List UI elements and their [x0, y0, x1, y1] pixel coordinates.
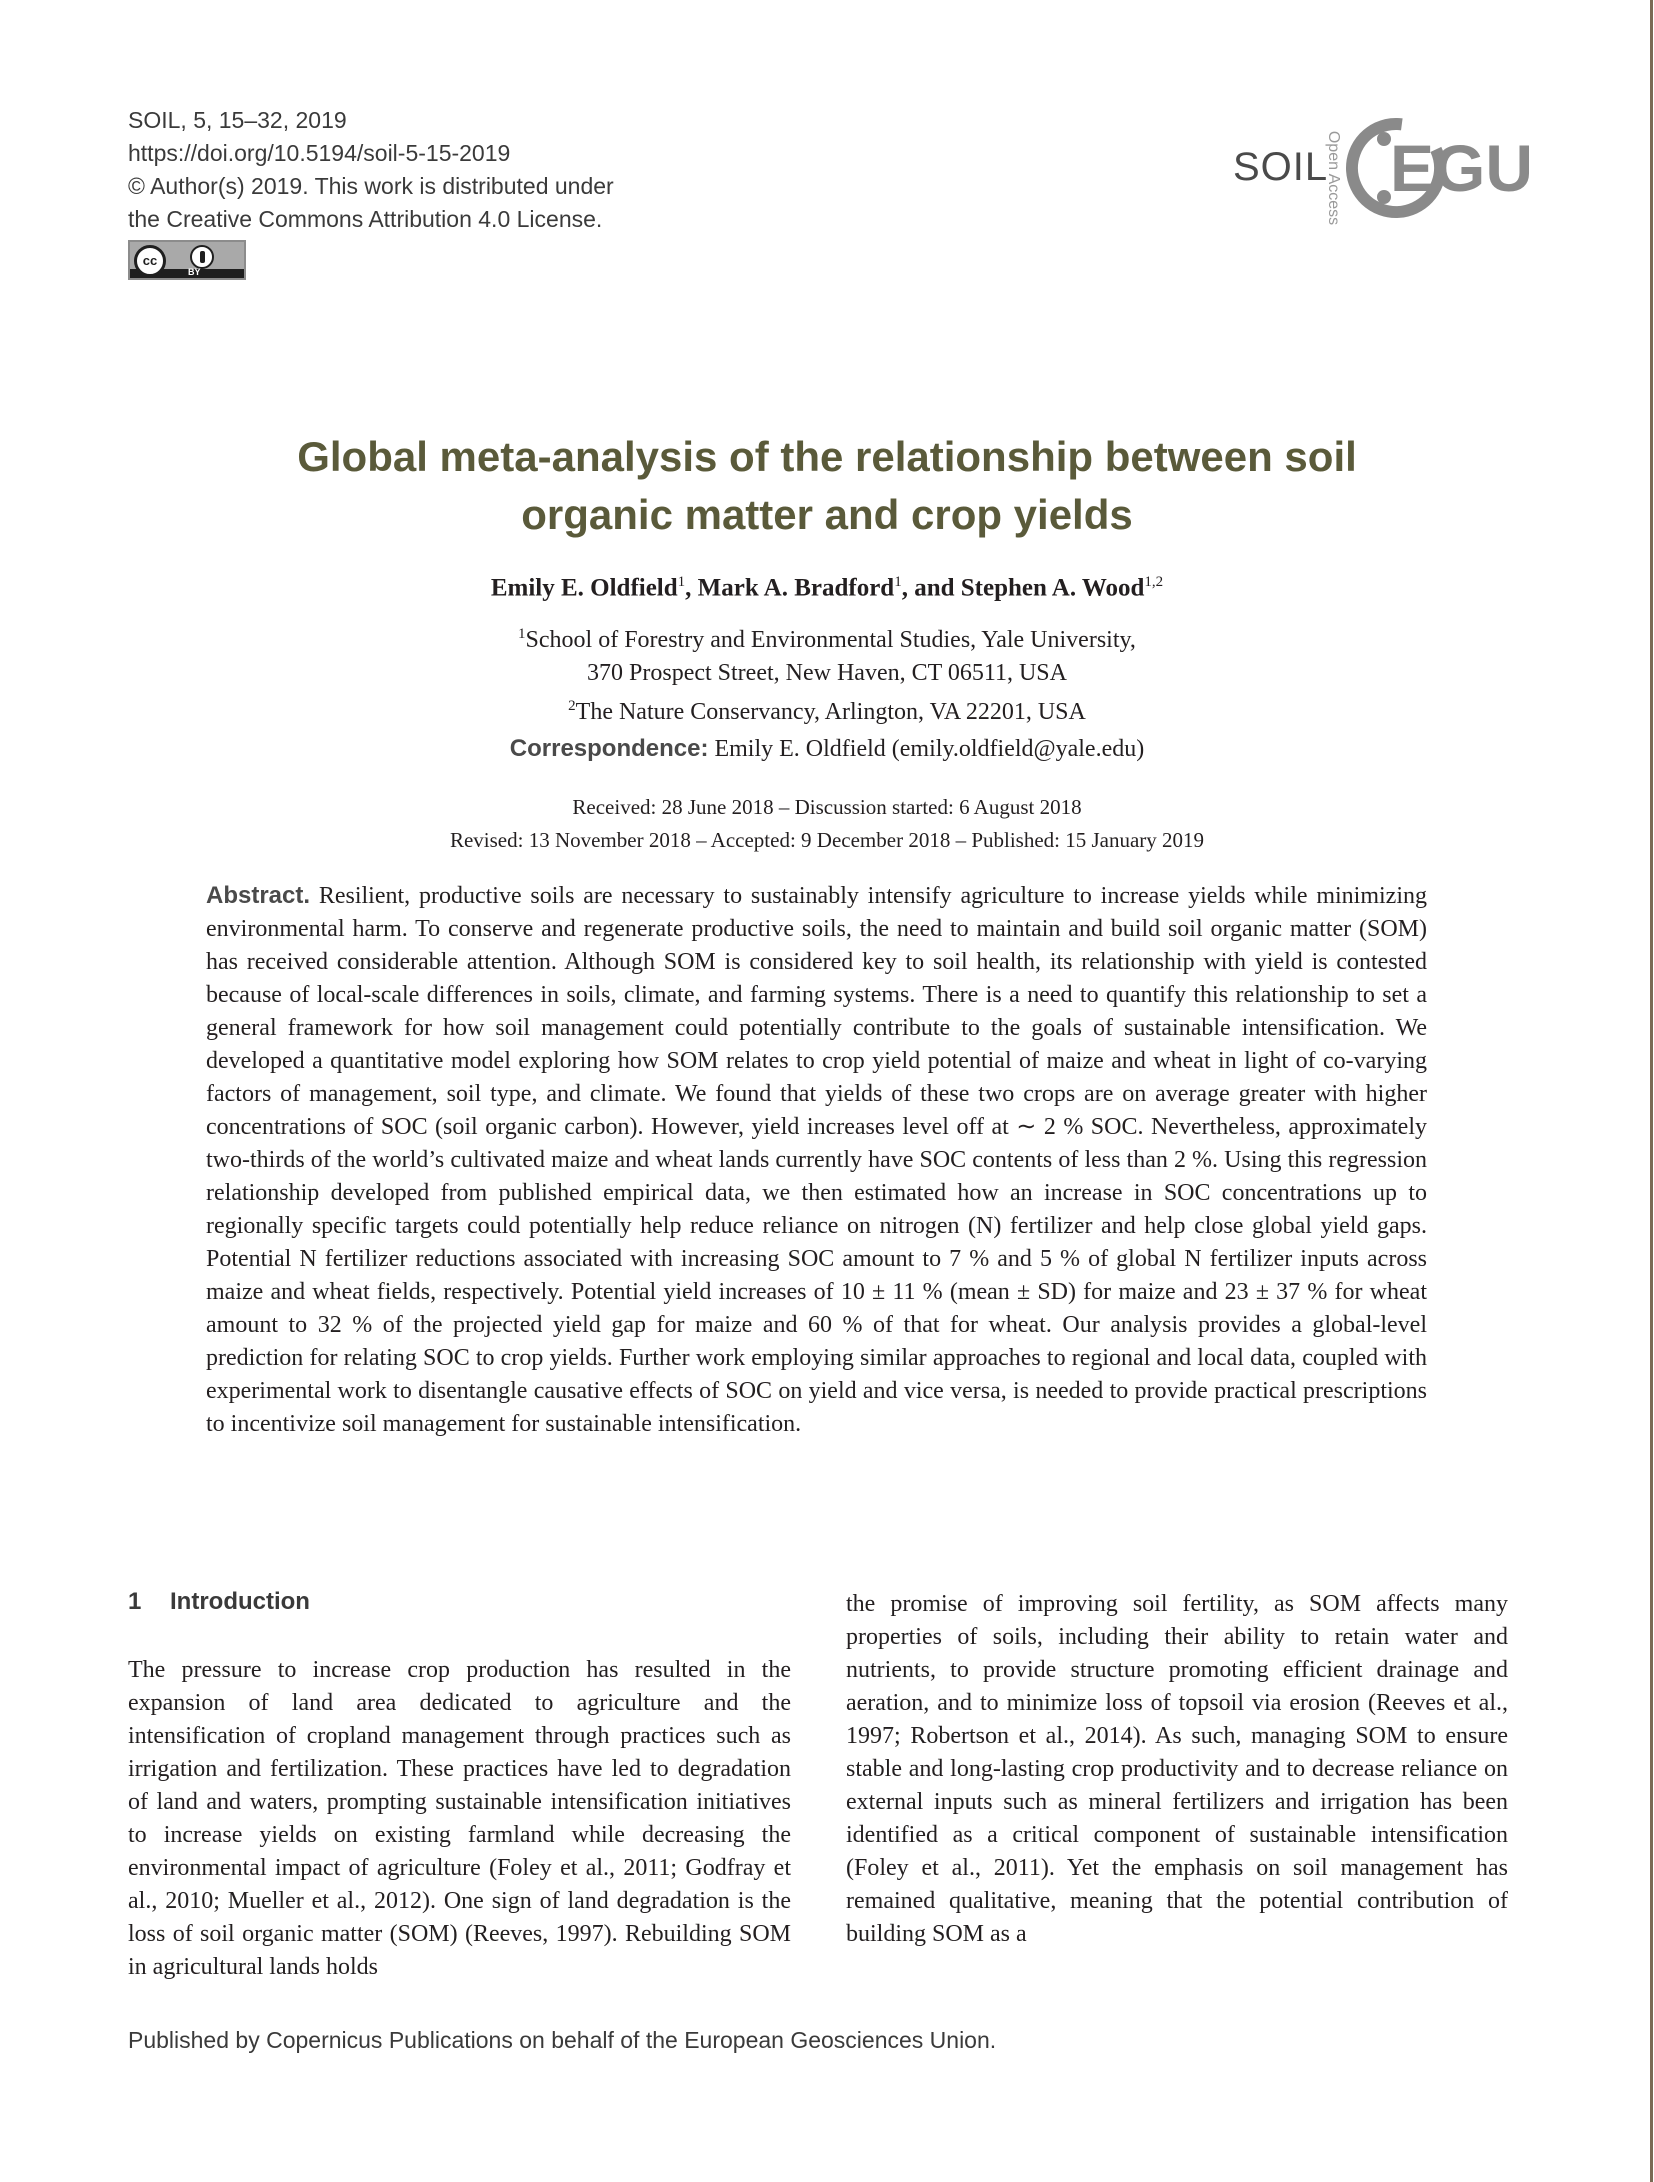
copyright-line: © Author(s) 2019. This work is distributed under	[128, 173, 614, 199]
author-name: Stephen A. Wood	[960, 574, 1145, 602]
journal-info	[128, 104, 614, 236]
journal-logo-soil: SOIL	[1233, 145, 1329, 189]
author-name: Mark A. Bradford	[697, 574, 895, 602]
doi-link[interactable]: https://doi.org/10.5194/soil-5-15-2019	[128, 140, 511, 166]
introduction-left-column: The pressure to increase crop production has resulted in the expansion of land area dedicated to agriculture and the intensification of cropland management through practices such as irrigation and fertilization. These practices have led to degradation of land and waters, prompting sustainable intensification initiatives to increase yields on existing farmland while decreasing the environmental impact of agriculture (Foley et al., 2011; Godfray et al., 2010; Mueller et al., 2012). One sign of land degradation is the loss of soil organic matter (SOM) (Reeves, 1997). Rebuilding SOM in agricultural lands holds	[128, 1657, 791, 1980]
section-heading-introduction: 1 Introduction	[128, 1588, 310, 1615]
publication-dates: Received: 28 June 2018 – Discussion started: 6 August 2018 Revised: 13 November 2018 – Accepted: 9 December 2018 – Published: 15 January 2019	[449, 795, 1205, 852]
journal-citation: SOIL, 5, 15–32, 2019	[128, 107, 347, 133]
license-line: the Creative Commons Attribution 4.0 License.	[128, 206, 603, 232]
egu-logo-icon	[1354, 103, 1534, 233]
author-name: Emily E. Oldfield	[490, 574, 678, 602]
author-list: Emily E. Oldfield$^1$, Mark A. Bradford$^1$, and Stephen A. Wood$^{1,2}$	[490, 574, 1164, 602]
person-icon	[190, 245, 214, 269]
by-label: BY	[188, 267, 201, 277]
publisher-footer: Published by Copernicus Publications on behalf of the European Geosciences Union.	[128, 2027, 997, 2053]
abstract	[206, 879, 1427, 1441]
introduction-right-column: the promise of improving soil fertility, as SOM affects many properties of soils, including their ability to retain water and nutrients, to provide structure promoting efficient drainage and aeration, and to minimize loss of topsoil via erosion (Reeves et al., 1997; Robertson et al., 2014). As such, managing SOM to ensure stable and long-lasting crop productivity and to decrease reliance on external inputs such as mineral fertilizers and irrigation has been identified as a critical component of sustainable intensification (Foley et al., 2011). Yet the emphasis on soil management has remained qualitative, meaning that the potential contribution of building SOM as a	[846, 1591, 1508, 1947]
cc-icon: cc	[134, 245, 166, 277]
correspondence: Correspondence: Emily E. Oldfield (emily.oldfield@yale.edu)	[509, 735, 1145, 762]
paper-title: Global meta-analysis of the relationship between soil organic matter and crop yields	[297, 433, 1357, 538]
abstract-label: Abstract.	[206, 882, 311, 909]
abstract-text: Resilient, productive soils are necessary to sustainably intensify agriculture to increase yields while minimizing environmental harm. To conserve and regenerate productive soils, the need to maintain and build soil organic matter (SOM) has received considerable attention. Although SOM is considered key to soil health, its relationship with yield is contested because of local-scale differences in soils, climate, and farming systems. There is a need to quantify this relationship to set a general framework for how soil management could potentially contribute to the goals of sustainable intensification. We developed a quantitative model exploring how SOM relates to crop yield potential of maize and wheat in light of co-varying factors of management, soil type, and climate. We found that yields of these two crops are on average greater with higher concentrations of SOC (soil organic carbon). However, yield increases level off at ∼ 2 % SOC. Nevertheless, approximately two-thirds of the world’s cultivated maize and wheat lands currently have SOC contents of less than 2 %. Using this regression relationship developed from published empirical data, we then estimated how an increase in SOC concentrations up to regionally specific targets could potentially help reduce reliance on nitrogen (N) fertilizer and help close global yield gaps. Potential N fertilizer reductions associated with increasing SOC amount to 7 % and 5 % of global N fertilizer inputs across maize and wheat fields, respectively. Potential yield increases of 10 ± 11 % (mean ± SD) for maize and 23 ± 37 % for wheat amount to 32 % of the projected yield gap for maize and 60 % of that for wheat. Our analysis provides a global-level prediction for relating SOC to crop yields. Further work employing similar approaches to regional and local data, coupled with experimental work to disentangle causative effects of SOC on yield and vice versa, is needed to provide practical prescriptions to incentivize soil management for sustainable intensification.	[206, 883, 1428, 1437]
right-edge-rule	[1650, 0, 1653, 2182]
open-access-label: Open Access	[1325, 130, 1342, 226]
cc-by-license-badge[interactable]	[128, 240, 246, 280]
egu-logo-text: EGU	[1390, 131, 1534, 205]
correspondence-email[interactable]: Emily E. Oldfield (emily.oldfield@yale.edu)	[714, 736, 1145, 762]
affiliations: $^1$School of Forestry and Environmental Studies, Yale University, 370 Prospect Street, New Haven, CT 06511, USA $^2$The Nature Conservancy, Arlington, VA 22201, USA	[518, 626, 1136, 725]
